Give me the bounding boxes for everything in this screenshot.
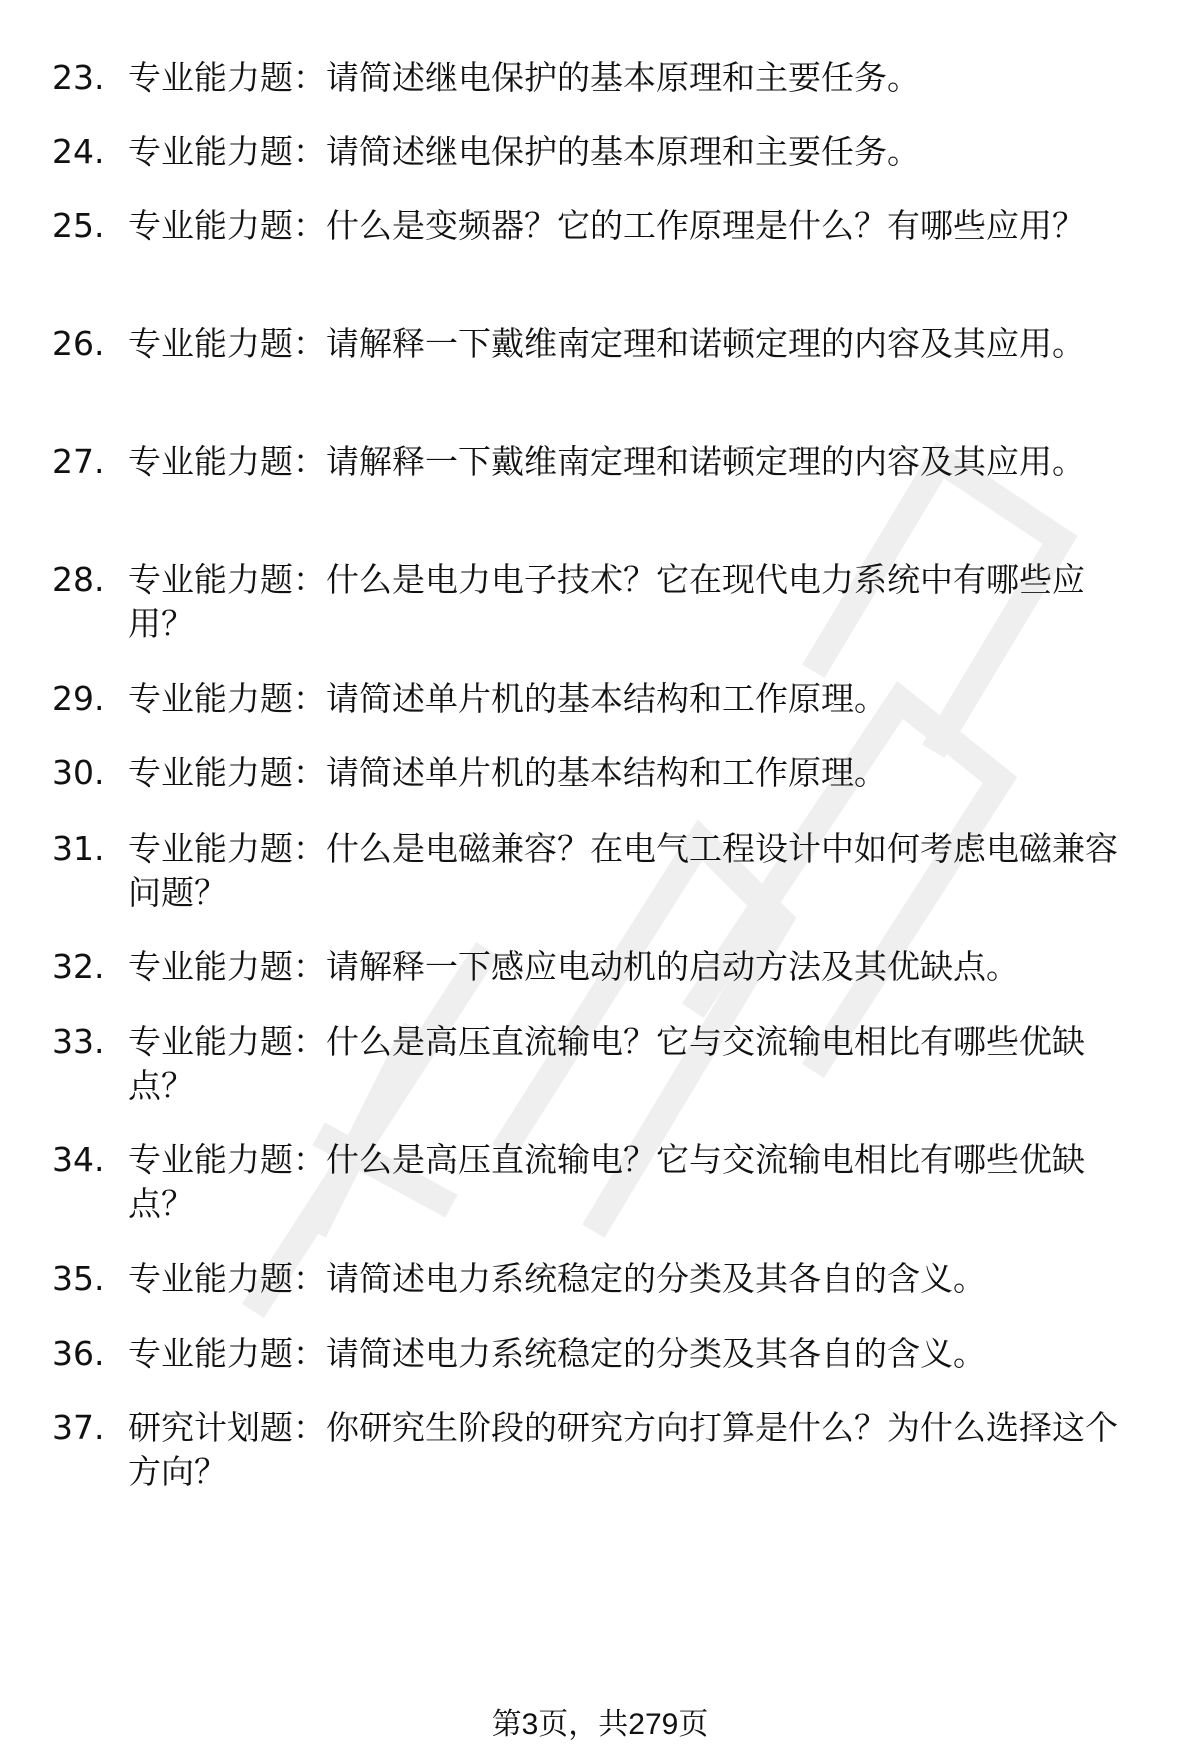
question-text: 专业能力题：什么是高压直流输电？它与交流输电相比有哪些优缺点？	[128, 1140, 1085, 1223]
question-text: 专业能力题：请解释一下戴维南定理和诺顿定理的内容及其应用。	[128, 324, 1085, 363]
question-number: 30.	[52, 753, 105, 792]
question-text: 专业能力题：请简述电力系统稳定的分类及其各自的含义。	[128, 1334, 986, 1373]
question-number: 31.	[52, 829, 105, 868]
question-text: 专业能力题：请简述继电保护的基本原理和主要任务。	[128, 58, 920, 97]
question-number: 32.	[52, 947, 105, 986]
question-number: 25.	[52, 206, 105, 245]
question-text: 专业能力题：请简述电力系统稳定的分类及其各自的含义。	[128, 1259, 986, 1298]
question-text: 研究计划题：你研究生阶段的研究方向打算是什么？为什么选择这个方向？	[128, 1408, 1118, 1491]
question-number: 29.	[52, 679, 105, 718]
question-number: 35.	[52, 1259, 105, 1298]
question-text: 专业能力题：什么是电力电子技术？它在现代电力系统中有哪些应用？	[128, 560, 1085, 643]
question-number: 34.	[52, 1140, 105, 1179]
question-number: 36.	[52, 1334, 105, 1373]
question-number: 26.	[52, 324, 105, 363]
question-number: 28.	[52, 560, 105, 599]
question-text: 专业能力题：什么是变频器？它的工作原理是什么？有哪些应用？	[128, 206, 1085, 245]
question-number: 33.	[52, 1022, 105, 1061]
question-number: 24.	[52, 132, 105, 171]
question-text: 专业能力题：什么是电磁兼容？在电气工程设计中如何考虑电磁兼容问题？	[128, 829, 1118, 912]
question-text: 专业能力题：请解释一下戴维南定理和诺顿定理的内容及其应用。	[128, 442, 1085, 481]
question-number: 23.	[52, 58, 105, 97]
question-text: 专业能力题：请解释一下感应电动机的启动方法及其优缺点。	[128, 947, 1019, 986]
page-indicator: 第3页，共279页	[491, 1708, 709, 1741]
question-number: 37.	[52, 1408, 105, 1447]
question-text: 专业能力题：什么是高压直流输电？它与交流输电相比有哪些优缺点？	[128, 1022, 1085, 1105]
question-text: 专业能力题：请简述单片机的基本结构和工作原理。	[128, 753, 887, 792]
question-text: 专业能力题：请简述继电保护的基本原理和主要任务。	[128, 132, 920, 171]
question-number: 27.	[52, 442, 105, 481]
question-text: 专业能力题：请简述单片机的基本结构和工作原理。	[128, 679, 887, 718]
